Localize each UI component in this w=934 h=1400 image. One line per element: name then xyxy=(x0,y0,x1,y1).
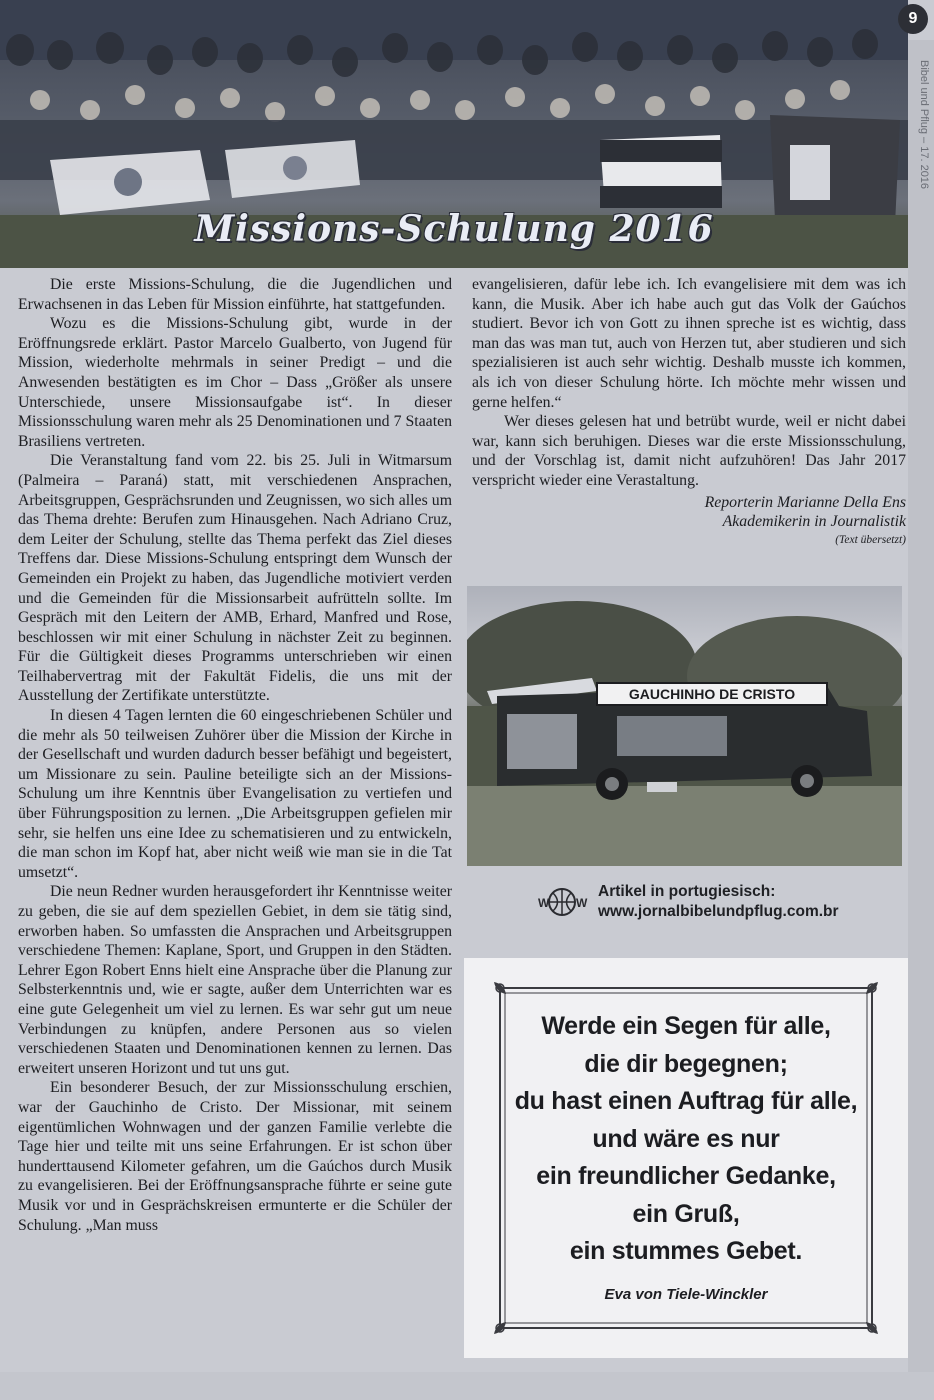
paragraph: In diesen 4 Tagen lernten die 60 eingeschriebenen Schüler und die mehr als 50 teilweisen Zuhörer über die Mission der Kirche in der Gesellschaft und wurden dadurch besser befähigt und begeistert, um Missionare zu sein. Pauline beteiligte sich an der Missions-Schulung um ihre Kenntnis über Evangelisation zu vertiefen und über Führungsposition zu lernen. „Die Arbeitsgruppen gefielen mir sehr, sie helfen uns eine Idee zu schematisieren und zu entwickeln, die man schon im Kopf hat, aber nicht weiß wie man sie in die Tat umsetzt“. xyxy=(18,707,452,881)
page-number-badge: 9 xyxy=(898,4,928,34)
signature-reporter: Reporterin Marianne Della Ens xyxy=(704,493,906,511)
quote-line: du hast einen Auftrag für alle, xyxy=(514,1087,858,1115)
quote-line: ein Gruß, xyxy=(632,1199,740,1228)
quote-line: Werde ein Segen für alle, xyxy=(541,1012,831,1040)
paragraph: Ein besonderer Besuch, der zur Missionsschulung erschien, war der Gauchinho de Cristo. Der Missionar, mit seinem eigentümlichen Wohnwagen und der ganzen Familie verlebte die Tage hier und teilte mit uns seine Erfahrungen. Er ist schon über hunderttausend Kilometer gefahren, um die Gaúchos durch Musik zu evangelisieren. Bei der Eröffnungsansprache führte er seine gute Musik vor und in Gesprächskreisen ermunterte er die Schüler der Schulung. „Man muss xyxy=(18,1079,452,1234)
van-sign-text: GAUCHINHO DE CRISTO xyxy=(628,686,796,702)
portuguese-article-link[interactable] xyxy=(536,882,896,926)
quote-text xyxy=(500,1008,872,1271)
van-illustration xyxy=(467,586,902,866)
www-globe-icon xyxy=(536,886,588,918)
photo-title: Missions-Schulung 2016 xyxy=(194,208,714,250)
quote-line: die dir begegnen; xyxy=(584,1049,788,1078)
quote-line: und wäre es nur xyxy=(592,1124,780,1153)
article-left-column xyxy=(18,275,452,1235)
article-link-url[interactable]: www.jornalbibelundpflug.com.br xyxy=(598,903,839,920)
paragraph: evangelisieren, dafür lebe ich. Ich evangelisiere mit dem was ich kann, die Musik. Aber ich habe auch gut das Volk der Gaúchos studiert. Bevor ich von Gott zu ihnen spreche ist es wichtig, dass man das was man tut, auch von Herzen tut, aber studieren und sich spezialisieren ist auch sehr wichtig. Deshalb musste ich kommen, als ich von dieser Schulung hörte. Ich möchte mehr wissen und gerne helfen.“ xyxy=(472,276,906,411)
signature-title: Akademikerin in Journalistik xyxy=(722,513,906,531)
svg-text:W: W xyxy=(576,896,588,910)
side-strip xyxy=(908,40,934,1400)
paragraph: Wer dieses gelesen hat und betrübt wurde, weil er nicht dabei war, kann sich beruhigen. Dieses war die erste Missionsschulung, und der Vorschlag ist, damit nicht aufzuhören! Das Jahr 2017 verspricht wieder eine Verastaltung. xyxy=(472,413,906,489)
header-group-photo xyxy=(0,0,908,268)
page-bottom-edge xyxy=(0,1372,934,1400)
quote-author: Eva von Tiele-Winckler xyxy=(604,1286,768,1303)
paragraph: Wozu es die Missions-Schulung gibt, wurde in der Eröffnungsrede erklärt. Pastor Marcelo Gualberto, von Jugend für Mission, wiederholte mehrmals in seiner Predigt – und die Anwesenden bestätigten es im Chor – Dass „Größer als unsere Unterschiede, unsere Missionsaufgabe ist“. In dieser Missionsschulung waren mehr als 25 Denominationen und 7 Staaten Brasiliens vertreten. xyxy=(18,315,452,450)
svg-text:W: W xyxy=(538,896,550,910)
paragraph: Die erste Missions-Schulung, die die Jugendlichen und Erwachsenen in das Leben für Mission einführte, hat stattgefunden. xyxy=(18,276,452,313)
side-caption: Bibel und Pflug – 17. 2016 xyxy=(918,60,930,190)
quote-line: ein freundlicher Gedanke, xyxy=(536,1162,836,1190)
quote-line: ein stummes Gebet. xyxy=(569,1237,803,1265)
article-right-column xyxy=(472,275,906,548)
article-link-label: Artikel in portugiesisch: xyxy=(598,883,776,900)
paragraph: Die neun Redner wurden herausgefordert ihr Kenntnisse weiter zu geben, die sie auf dem speziellen Gebiet, in dem sie tätig sind, erworben haben. So umfassten die Ansprachen und Arbeitsgruppen verschiedene Themen: Kaplane, Sport, und Gruppen in den Städten. Lehrer Egon Robert Enns hielt eine Ansprache über die Planung zur Selbsterkenntnis und, wie er sagte, außer dem Unterrichten war es eine gute Gelegenheit um viel zu lernen. Es war sehr gut um neue Verbindungen zu knüpfen, andere Personen aus so vielen verschiedenen Staaten und Denominationen kennen zu lernen. Das erweitert unseren Horizont und tut uns gut. xyxy=(18,883,452,1077)
translation-note: (Text übersetzt) xyxy=(835,533,906,546)
van-photo xyxy=(467,586,902,866)
paragraph: Die Veranstaltung fand vom 22. bis 25. Juli in Witmarsum (Palmeira – Paraná) statt, mit verschiedenen Ansprachen, Arbeitsgruppen, Gesprächsrunden und Zeugnissen, wo sich alles um das Thema drehte: Berufen zum Hinausgehen. Nach Adriano Cruz, dem Leiter der Schulung, stellte das Thema perfekt das Ziel dieses Treffens dar. Diese Missions-Schulung entspringt dem Wunsch der Gemeinden ein Projekt zu haben, das Jugendliche motiviert verden und die Gemeinden für die Missionsarbeit aufrütteln sollte. Im Gespräch mit den Leitern der AMB, Erhard, Manfred und Rose, beschlossen wir mit einer Schulung in nächster Zeit zu beginnen. Für die Gültigkeit dieses Programms unterschrieben wir einen Teilhabervertrag mit der Fakultät Fidelis, die uns mit der Ausstellung der Zertifikate unterstützte. xyxy=(18,452,452,705)
author-signature xyxy=(472,493,906,548)
